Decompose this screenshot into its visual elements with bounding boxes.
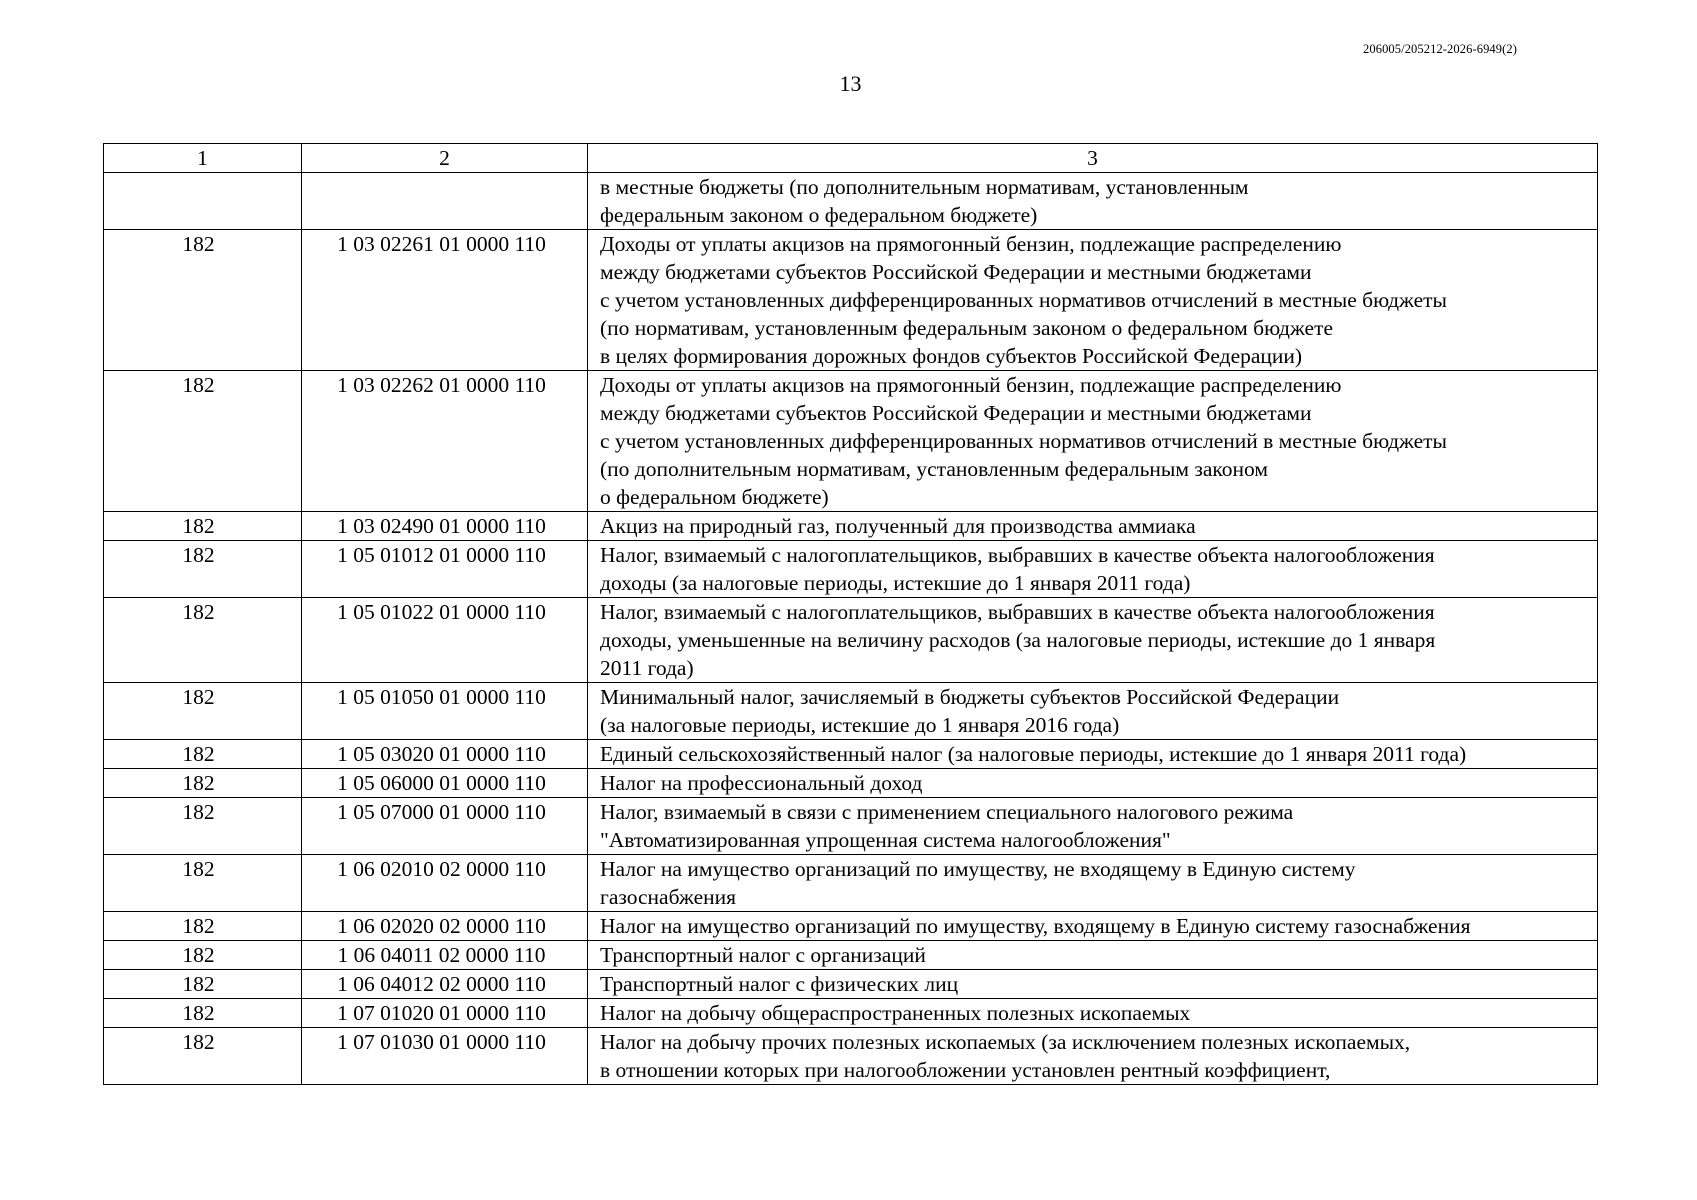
table-row — [104, 855, 1598, 912]
admin-code-cell: 182 — [104, 999, 302, 1028]
table-body — [104, 173, 1598, 1085]
revenue-name-cell: Доходы от уплаты акцизов на прямогонный бензин, подлежащие распределению между бюджетами субъектов Российской Федерации и местными бюджетами с учетом установленных дифференцированных нормативов отчислений в местные бюджеты (по нормативам, установленным федеральным законом о федеральном бюджете в целях формирования дорожных фондов субъектов Российской Федерации) — [588, 230, 1598, 371]
budget-classification-code-cell: 1 06 02020 02 0000 110 — [302, 912, 588, 941]
budget-classification-code-cell: 1 03 02490 01 0000 110 — [302, 512, 588, 541]
budget-classification-code-cell: 1 03 02261 01 0000 110 — [302, 230, 588, 371]
budget-classification-code-cell: 1 03 02262 01 0000 110 — [302, 371, 588, 512]
document-registration-number: 206005/205212-2026-6949(2) — [1363, 42, 1517, 56]
revenue-name-cell: в местные бюджеты (по дополнительным нормативам, установленным федеральным законом о федеральном бюджете) — [588, 173, 1598, 230]
revenue-name-cell: Налог, взимаемый с налогоплательщиков, выбравших в качестве объекта налогообложения доходы (за налоговые периоды, истекшие до 1 января 2011 года) — [588, 541, 1598, 598]
table-header-row — [104, 144, 1598, 173]
table-row — [104, 912, 1598, 941]
admin-code-cell — [104, 173, 302, 230]
budget-classification-code-cell: 1 05 01050 01 0000 110 — [302, 683, 588, 740]
admin-code-cell: 182 — [104, 941, 302, 970]
table-row — [104, 970, 1598, 999]
table-row — [104, 941, 1598, 970]
revenue-name-cell: Налог на профессиональный доход — [588, 769, 1598, 798]
budget-classification-code-cell: 1 05 06000 01 0000 110 — [302, 769, 588, 798]
admin-code-cell: 182 — [104, 371, 302, 512]
table-row — [104, 230, 1598, 371]
budget-classification-code-cell: 1 06 02010 02 0000 110 — [302, 855, 588, 912]
table-row — [104, 999, 1598, 1028]
revenue-name-cell: Налог, взимаемый в связи с применением специального налогового режима "Автоматизированная упрощенная система налогообложения" — [588, 798, 1598, 855]
table-row — [104, 512, 1598, 541]
page-number: 13 — [839, 71, 862, 96]
table-row — [104, 598, 1598, 683]
revenue-name-cell: Минимальный налог, зачисляемый в бюджеты субъектов Российской Федерации (за налоговые периоды, истекшие до 1 января 2016 года) — [588, 683, 1598, 740]
revenue-name-cell: Акциз на природный газ, полученный для производства аммиака — [588, 512, 1598, 541]
table-row — [104, 683, 1598, 740]
revenue-name-cell: Налог, взимаемый с налогоплательщиков, выбравших в качестве объекта налогообложения доходы, уменьшенные на величину расходов (за налоговые периоды, истекшие до 1 января 2011 года) — [588, 598, 1598, 683]
revenue-name-cell: Единый сельскохозяйственный налог (за налоговые периоды, истекшие до 1 января 2011 года) — [588, 740, 1598, 769]
admin-code-cell: 182 — [104, 798, 302, 855]
budget-classification-code-cell: 1 05 01012 01 0000 110 — [302, 541, 588, 598]
table-row — [104, 798, 1598, 855]
revenue-name-cell: Транспортный налог с организаций — [588, 941, 1598, 970]
budget-revenue-table — [103, 143, 1598, 1085]
table-row — [104, 541, 1598, 598]
admin-code-cell: 182 — [104, 912, 302, 941]
budget-classification-code-cell: 1 06 04011 02 0000 110 — [302, 941, 588, 970]
column-header-2: 2 — [302, 144, 588, 173]
revenue-name-cell: Налог на добычу общераспространенных полезных ископаемых — [588, 999, 1598, 1028]
table-row — [104, 1028, 1598, 1085]
admin-code-cell: 182 — [104, 769, 302, 798]
budget-classification-code-cell — [302, 173, 588, 230]
revenue-name-cell: Налог на имущество организаций по имуществу, не входящему в Единую систему газоснабжения — [588, 855, 1598, 912]
revenue-name-cell: Доходы от уплаты акцизов на прямогонный бензин, подлежащие распределению между бюджетами субъектов Российской Федерации и местными бюджетами с учетом установленных дифференцированных нормативов отчислений в местные бюджеты (по дополнительным нормативам, установленным федеральным законом о федеральном бюджете) — [588, 371, 1598, 512]
admin-code-cell: 182 — [104, 230, 302, 371]
budget-classification-code-cell: 1 07 01030 01 0000 110 — [302, 1028, 588, 1085]
admin-code-cell: 182 — [104, 970, 302, 999]
budget-classification-code-cell: 1 05 07000 01 0000 110 — [302, 798, 588, 855]
budget-classification-code-cell: 1 05 03020 01 0000 110 — [302, 740, 588, 769]
revenue-name-cell: Транспортный налог с физических лиц — [588, 970, 1598, 999]
admin-code-cell: 182 — [104, 598, 302, 683]
column-header-3: 3 — [588, 144, 1598, 173]
table-row — [104, 769, 1598, 798]
admin-code-cell: 182 — [104, 1028, 302, 1085]
admin-code-cell: 182 — [104, 512, 302, 541]
budget-classification-code-cell: 1 07 01020 01 0000 110 — [302, 999, 588, 1028]
table-row — [104, 173, 1598, 230]
table-row — [104, 371, 1598, 512]
admin-code-cell: 182 — [104, 740, 302, 769]
revenue-name-cell: Налог на имущество организаций по имуществу, входящему в Единую систему газоснабжения — [588, 912, 1598, 941]
admin-code-cell: 182 — [104, 683, 302, 740]
table-row — [104, 740, 1598, 769]
budget-classification-code-cell: 1 06 04012 02 0000 110 — [302, 970, 588, 999]
admin-code-cell: 182 — [104, 541, 302, 598]
admin-code-cell: 182 — [104, 855, 302, 912]
column-header-1: 1 — [104, 144, 302, 173]
budget-classification-code-cell: 1 05 01022 01 0000 110 — [302, 598, 588, 683]
revenue-name-cell: Налог на добычу прочих полезных ископаемых (за исключением полезных ископаемых, в отношении которых при налогообложении установлен рентный коэффициент, — [588, 1028, 1598, 1085]
